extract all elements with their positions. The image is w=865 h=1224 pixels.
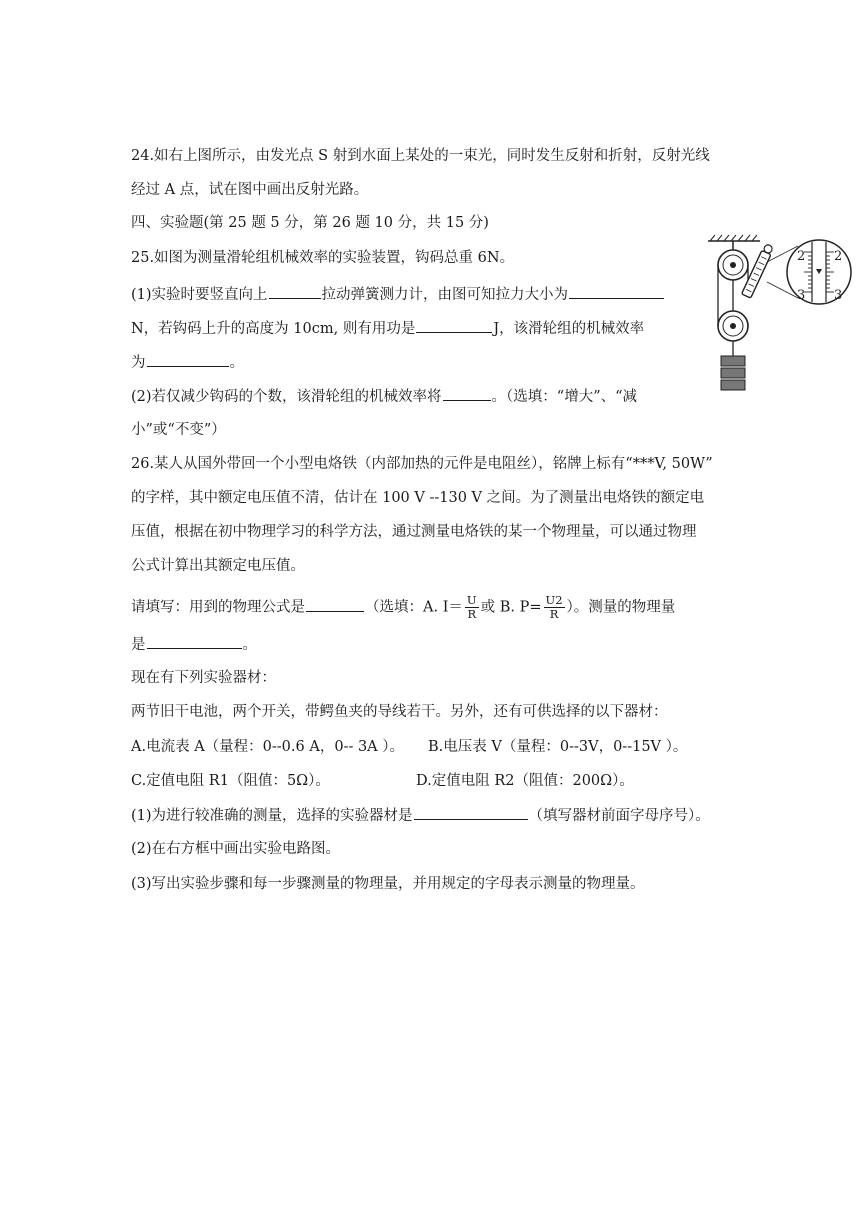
option-c: C.定值电阻 R1（阻值：5Ω）。 <box>131 773 330 789</box>
q26-line-1: 26.某人从国外带回一个小型电烙铁（内部加热的元件是电阻丝），铭牌上标有“***V, 50W” <box>131 456 713 472</box>
pulley-apparatus-figure <box>700 232 860 402</box>
section-heading: 四、实验题(第 25 题 5 分，第 26 题 10 分，共 15 分) <box>131 215 489 231</box>
option-a: A.电流表 A（量程：0--0.6 A，0-- 3A ）。 <box>131 739 405 755</box>
answer-blank-formula[interactable] <box>306 597 364 612</box>
fraction-u-over-r <box>465 594 479 621</box>
q25-text: 为 <box>131 355 146 371</box>
equipment-options-cd <box>131 771 330 791</box>
option-d: D.定值电阻 R2（阻值：200Ω）。 <box>416 773 634 789</box>
q25-text: 。 <box>229 355 244 371</box>
q26-step3: (3)写出实验步骤和每一步骤测量的物理量，并用规定的字母表示测量的物理量。 <box>131 876 645 892</box>
q24-line-1: 24.如右上图所示，由发光点 S 射到水面上某处的一束光，同时发生反射和折射，反射光线 <box>131 148 710 164</box>
q26-formula-line <box>131 594 675 621</box>
answer-blank-force[interactable] <box>569 284 664 299</box>
q26-text: ）。测量的物理量 <box>566 599 676 616</box>
q25-part2-line1 <box>131 386 637 407</box>
q26-text: （填写器材前面字母序号）。 <box>528 808 710 824</box>
scale-label-right-bottom: 3 <box>834 288 843 303</box>
q24-line-2: 经过 A 点，试在图中画出反射光路。 <box>131 182 369 198</box>
q26-line-2: 的字样，其中额定电压值不清，估计在 100 V --130 V 之间。为了测量出电烙铁的额定电 <box>131 490 705 506</box>
q26-step1 <box>131 805 710 826</box>
q25-part1-line2 <box>131 318 644 339</box>
equipment-intro: 现在有下列实验器材： <box>131 670 276 686</box>
answer-blank-quantity[interactable] <box>147 634 242 649</box>
q25-part1-line1 <box>131 284 665 305</box>
q26-text: 是 <box>131 637 146 653</box>
q25-text: 拉动弹簧测力计，由图可知拉力大小为 <box>321 287 569 303</box>
q26-step2: (2)在右方框中画出实验电路图。 <box>131 841 341 857</box>
q25-text: (2)若仅减少钩码的个数，该滑轮组的机械效率将 <box>131 389 442 405</box>
q25-part1-line3 <box>131 352 244 373</box>
fraction-denominator: R <box>549 607 559 621</box>
q26-measured-line <box>131 634 257 655</box>
fraction-u2-over-r <box>544 594 565 621</box>
scale-label-left-bottom: 3 <box>797 288 806 303</box>
answer-blank-useful-work[interactable] <box>416 318 492 333</box>
q25-text: 。（选填：“增大”、“减 <box>491 389 638 405</box>
scale-label-left-top: 2 <box>797 249 806 264</box>
q25-stem: 25.如图为测量滑轮组机械效率的实验装置，钩码总重 6N。 <box>131 250 515 266</box>
answer-blank-direction[interactable] <box>269 284 321 299</box>
fraction-denominator: R <box>467 607 477 621</box>
answer-blank-equipment[interactable] <box>414 805 528 820</box>
q26-text: （选填：A. I＝ <box>365 599 463 616</box>
q25-text: (1)实验时要竖直向上 <box>131 287 268 303</box>
equipment-description: 两节旧干电池，两个开关，带鳄鱼夹的导线若干。另外，还有可供选择的以下器材： <box>131 704 668 720</box>
q26-line-4: 公式计算出其额定电压值。 <box>131 558 305 574</box>
scale-label-right-top: 2 <box>834 249 843 264</box>
q25-part2-line2: 小”或“不变”） <box>131 422 226 438</box>
q26-text: (1)为进行较准确的测量，选择的实验器材是 <box>131 808 413 824</box>
equipment-options-ab <box>131 737 687 757</box>
q25-text: J，该滑轮组的机械效率 <box>493 321 645 337</box>
q25-text: N，若钩码上升的高度为 10cm, 则有用功是 <box>131 321 416 337</box>
q26-text: 或 B. P= <box>480 599 542 616</box>
answer-blank-change[interactable] <box>443 386 491 401</box>
q26-text: 请填写：用到的物理公式是 <box>131 599 305 616</box>
fraction-numerator: U2 <box>545 593 563 607</box>
fraction-numerator: U <box>466 593 477 607</box>
answer-blank-efficiency[interactable] <box>147 352 229 367</box>
option-b: B.电压表 V（量程：0--3V，0--15V ）。 <box>428 739 688 755</box>
q26-text: 。 <box>242 637 257 653</box>
q26-line-3: 压值，根据在初中物理学习的科学方法，通过测量电烙铁的某一个物理量，可以通过物理 <box>131 524 697 540</box>
